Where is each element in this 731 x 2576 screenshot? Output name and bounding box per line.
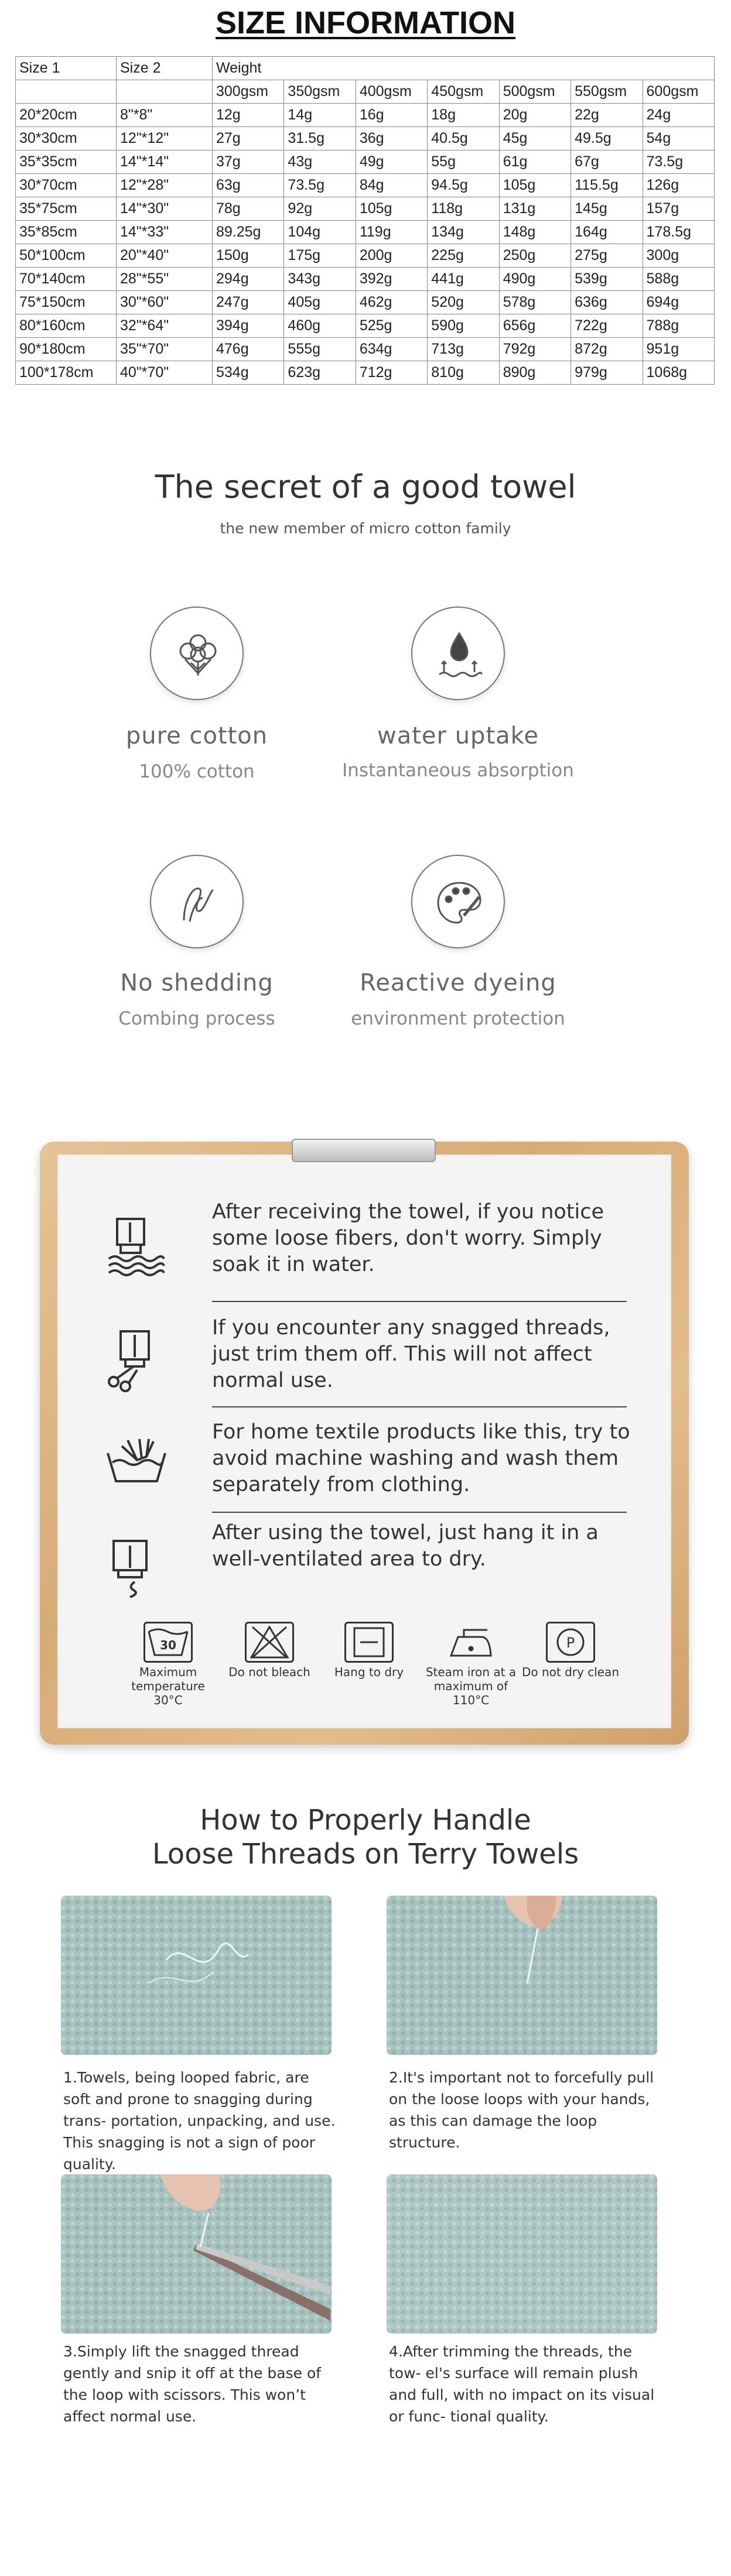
table-row (16, 197, 715, 221)
feature-title: No shedding (120, 970, 274, 996)
feature-title: water uptake (377, 722, 539, 749)
divider (212, 1301, 627, 1302)
table-cell: 148g (499, 221, 571, 244)
table-cell: 164g (571, 221, 643, 244)
table-cell: 61g (499, 150, 571, 174)
table-cell: 73.5g (643, 150, 714, 174)
table-cell: 119g (356, 221, 427, 244)
table-cell: 588g (643, 268, 714, 291)
table-row (16, 174, 715, 197)
table-cell: 50*100cm (16, 244, 117, 268)
table-cell: 35*75cm (16, 197, 117, 221)
table-row (16, 104, 715, 127)
table-cell: 40"*70" (117, 361, 213, 385)
table-cell: 16g (356, 104, 427, 127)
towel-photo-scissors (61, 2174, 332, 2334)
table-cell: 634g (356, 338, 427, 361)
table-cell: 118g (428, 197, 499, 221)
feature-subtitle: 100% cotton (139, 761, 255, 782)
table-cell: 534g (213, 361, 284, 385)
table-cell: 12g (213, 104, 284, 127)
table-cell: 30*30cm (16, 127, 117, 150)
table-cell: 792g (499, 338, 571, 361)
table-cell: 150g (213, 244, 284, 268)
table-cell: 12"*28" (117, 174, 213, 197)
table-cell: 104g (284, 221, 356, 244)
table-cell: 225g (428, 244, 499, 268)
fiber-icon (150, 855, 244, 948)
table-cell: 28"*55" (117, 268, 213, 291)
weight-cell: 500gsm (499, 80, 571, 104)
table-cell: 126g (643, 174, 714, 197)
table-cell: 247g (213, 291, 284, 314)
table-cell: 275g (571, 244, 643, 268)
weight-cell: 550gsm (571, 80, 643, 104)
tip-text: For home textile products like this, try to avoid machine washing and wash them separately from clothing. (212, 1420, 630, 1496)
table-cell: 713g (428, 338, 499, 361)
table-cell: 105g (499, 174, 571, 197)
table-cell: 294g (213, 268, 284, 291)
table-cell: 35*35cm (16, 150, 117, 174)
table-cell: 343g (284, 268, 356, 291)
table-cell: 40.5g (428, 127, 499, 150)
hand-wash-icon (104, 1429, 169, 1493)
table-cell: 460g (284, 314, 356, 338)
table-cell: 14g (284, 104, 356, 127)
tip-text: After using the towel, just hang it in a well-ventilated area to dry. (212, 1521, 599, 1571)
table-cell: 30*70cm (16, 174, 117, 197)
table-cell: 24g (643, 104, 714, 127)
towel-photo-loose-fibers (61, 1896, 332, 2055)
table-cell: 694g (643, 291, 714, 314)
weight-cell: 450gsm (428, 80, 499, 104)
table-row (16, 314, 715, 338)
table-cell: 36g (356, 127, 427, 150)
table-cell: 20*20cm (16, 104, 117, 127)
care-label: Do not bleach (228, 1665, 310, 1679)
svg-text:30: 30 (160, 1638, 176, 1652)
table-cell: 810g (428, 361, 499, 385)
table-cell: 441g (428, 268, 499, 291)
tip-text: If you encounter any snagged threads, just trim them off. This will not affect normal use. (212, 1316, 610, 1392)
table-cell: 951g (643, 338, 714, 361)
table-cell: 35*85cm (16, 221, 117, 244)
care-label: Maximum temperature 30°C (131, 1665, 205, 1707)
table-cell: 49g (356, 150, 427, 174)
table-row (16, 291, 715, 314)
weights-row (16, 80, 715, 104)
table-cell: 175g (284, 244, 356, 268)
step-caption: 1.Towels, being looped fabric, are soft and prone to snagging during trans- portation, unpacking, and use. This snagging is not a sign of poor quality. (63, 2069, 336, 2173)
table-cell: 590g (428, 314, 499, 338)
table-cell: 115.5g (571, 174, 643, 197)
table-cell: 178.5g (643, 221, 714, 244)
table-row (16, 127, 715, 150)
table-cell: 656g (499, 314, 571, 338)
table-cell: 54g (643, 127, 714, 150)
care-label: Hang to dry (334, 1665, 404, 1679)
towel-photo-trimmed (387, 2174, 657, 2334)
table-cell: 462g (356, 291, 427, 314)
table-cell: 75*150cm (16, 291, 117, 314)
loose-threads-title-line2: Loose Threads on Terry Towels (152, 1838, 579, 1871)
table-cell: 90*180cm (16, 338, 117, 361)
hang-dry-icon (104, 1535, 169, 1599)
secret-title: The secret of a good towel (155, 468, 576, 505)
divider (212, 1406, 627, 1407)
table-header-row (16, 57, 715, 80)
table-cell: 55g (428, 150, 499, 174)
table-cell: 20"*40" (117, 244, 213, 268)
table-cell: 788g (643, 314, 714, 338)
no-bleach-icon (245, 1622, 294, 1663)
loose-threads-title (0, 1803, 731, 1871)
svg-text:P: P (566, 1635, 575, 1651)
care-label: Steam iron at a maximum of 110°C (425, 1665, 517, 1707)
table-cell: 49.5g (571, 127, 643, 150)
table-cell: 1068g (643, 361, 714, 385)
table-cell: 70*140cm (16, 268, 117, 291)
table-cell: 84g (356, 174, 427, 197)
table-cell: 134g (428, 221, 499, 244)
table-cell: 78g (213, 197, 284, 221)
table-cell: 105g (356, 197, 427, 221)
loose-threads-title-line1: How to Properly Handle (200, 1804, 531, 1837)
table-cell: 100*178cm (16, 361, 117, 385)
tip-text: After receiving the towel, if you notice some loose fibers, don't worry. Simply soak it in water. (212, 1200, 604, 1276)
table-cell: 623g (284, 361, 356, 385)
table-cell: 14"*14" (117, 150, 213, 174)
table-cell: 200g (356, 244, 427, 268)
table-cell: 476g (213, 338, 284, 361)
table-cell: 35"*70" (117, 338, 213, 361)
step-caption: 2.It's important not to forcefully pull on the loose loops with your hands, as this can damage the loop structure. (389, 2069, 654, 2151)
table-cell: 145g (571, 197, 643, 221)
weight-cell: 400gsm (356, 80, 427, 104)
water-drop-icon (411, 607, 505, 700)
dry-clean-icon (546, 1622, 595, 1663)
table-cell: 12"*12" (117, 127, 213, 150)
table-cell: 20g (499, 104, 571, 127)
table-cell: 43g (284, 150, 356, 174)
table-cell: 94.5g (428, 174, 499, 197)
table-cell: 578g (499, 291, 571, 314)
table-cell: 45g (499, 127, 571, 150)
table-cell: 31.5g (284, 127, 356, 150)
secret-subtitle: the new member of micro cotton family (220, 520, 511, 537)
header-weight: Weight (213, 57, 715, 80)
header-size2: Size 2 (117, 57, 213, 80)
table-row (16, 338, 715, 361)
size-info-title: SIZE INFORMATION (216, 5, 515, 40)
table-cell: 712g (356, 361, 427, 385)
scissors-icon (104, 1328, 169, 1392)
table-cell: 30"*60" (117, 291, 213, 314)
table-cell: 89.25g (213, 221, 284, 244)
wash-30-icon (144, 1622, 193, 1663)
soak-icon (104, 1212, 169, 1276)
table-cell: 890g (499, 361, 571, 385)
table-row (16, 221, 715, 244)
table-cell: 872g (571, 338, 643, 361)
iron-icon (446, 1622, 496, 1663)
blank-cell (16, 80, 117, 104)
table-row (16, 150, 715, 174)
hang-dry-symbol-icon (344, 1622, 394, 1663)
table-cell: 37g (213, 150, 284, 174)
table-cell: 979g (571, 361, 643, 385)
size-table (15, 56, 715, 385)
table-cell: 22g (571, 104, 643, 127)
cotton-icon (150, 607, 244, 700)
weight-cell: 300gsm (213, 80, 284, 104)
table-cell: 520g (428, 291, 499, 314)
towel-photo-pulling (387, 1896, 657, 2055)
table-cell: 525g (356, 314, 427, 338)
step-caption: 3.Simply lift the snagged thread gently and snip it off at the base of the loop with scissors. This won’t affect normal use. (63, 2343, 322, 2425)
table-cell: 14"*30" (117, 197, 213, 221)
table-cell: 18g (428, 104, 499, 127)
table-cell: 392g (356, 268, 427, 291)
table-cell: 157g (643, 197, 714, 221)
table-cell: 131g (499, 197, 571, 221)
feature-subtitle: environment protection (351, 1008, 565, 1029)
table-cell: 539g (571, 268, 643, 291)
table-cell: 63g (213, 174, 284, 197)
table-cell: 636g (571, 291, 643, 314)
table-cell: 92g (284, 197, 356, 221)
table-cell: 405g (284, 291, 356, 314)
feature-subtitle: Combing process (118, 1008, 275, 1029)
table-row (16, 244, 715, 268)
divider (212, 1512, 627, 1513)
table-cell: 67g (571, 150, 643, 174)
blank-cell (117, 80, 213, 104)
table-cell: 722g (571, 314, 643, 338)
palette-icon (411, 855, 505, 948)
table-cell: 394g (213, 314, 284, 338)
feature-title: Reactive dyeing (360, 970, 556, 996)
table-cell: 27g (213, 127, 284, 150)
table-cell: 555g (284, 338, 356, 361)
table-cell: 490g (499, 268, 571, 291)
table-cell: 8"*8" (117, 104, 213, 127)
table-cell: 250g (499, 244, 571, 268)
table-row (16, 361, 715, 385)
table-cell: 80*160cm (16, 314, 117, 338)
feature-subtitle: Instantaneous absorption (342, 760, 574, 781)
clipboard-clip (292, 1139, 436, 1162)
table-cell: 32"*64" (117, 314, 213, 338)
table-cell: 300g (643, 244, 714, 268)
weight-cell: 600gsm (643, 80, 714, 104)
table-cell: 73.5g (284, 174, 356, 197)
step-caption: 4.After trimming the threads, the tow- el's surface will remain plush and full, with no impact on its visual or func- tional quality. (389, 2343, 655, 2425)
feature-title: pure cotton (125, 722, 268, 749)
table-row (16, 268, 715, 291)
care-label: Do not dry clean (521, 1665, 619, 1679)
header-size1: Size 1 (16, 57, 117, 80)
weight-cell: 350gsm (284, 80, 356, 104)
table-cell: 14"*33" (117, 221, 213, 244)
